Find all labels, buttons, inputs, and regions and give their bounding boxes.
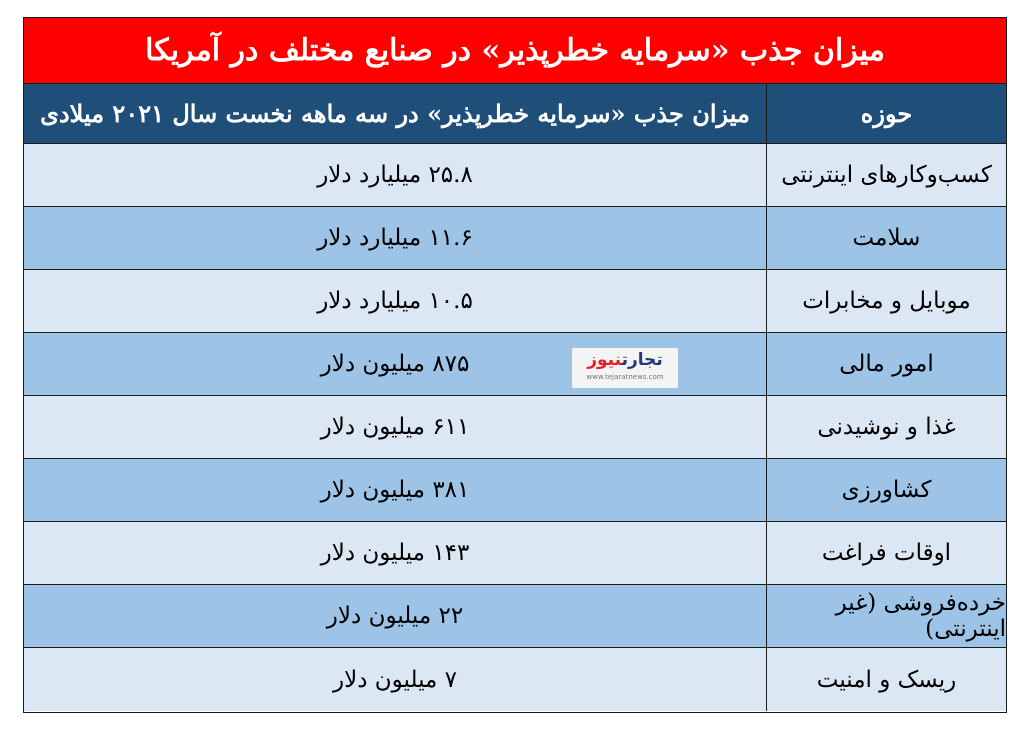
table-header <box>24 84 1006 144</box>
logo-url: www.tejaratnews.com <box>586 373 664 381</box>
sector-cell: اوقات فراغت <box>766 522 1006 584</box>
data-table <box>23 17 1007 713</box>
table-body <box>24 144 1006 711</box>
amount-cell: ۱۴۳ میلیون دلار <box>320 540 470 566</box>
amount-cell: ۳۸۱ میلیون دلار <box>320 477 470 503</box>
sector-cell: غذا و نوشیدنی <box>766 396 1006 458</box>
table-row <box>24 522 1006 585</box>
amount-cell: ۱۰.۵ میلیارد دلار <box>317 288 473 314</box>
sector-cell: امور مالی <box>766 333 1006 395</box>
amount-cell: ۶۱۱ میلیون دلار <box>320 414 470 440</box>
watermark-logo <box>572 348 678 388</box>
header-sector: حوزه <box>766 84 1006 143</box>
sector-cell: موبایل و مخابرات <box>766 270 1006 332</box>
logo-brand-part1: تجارت <box>621 350 663 370</box>
table-row <box>24 207 1006 270</box>
amount-cell: ۲۲ میلیون دلار <box>326 603 464 629</box>
amount-cell: ۲۵.۸ میلیارد دلار <box>317 162 473 188</box>
sector-cell: خرده‌فروشی (غیر اینترنتی) <box>766 585 1006 647</box>
sector-cell: کشاورزی <box>766 459 1006 521</box>
table-title: میزان جذب «سرمایه خطرپذیر» در صنایع مختلف در آمریکا <box>24 18 1006 84</box>
logo-brand <box>572 348 678 372</box>
sector-cell: ریسک و امنیت <box>766 648 1006 711</box>
amount-cell: ۸۷۵ میلیون دلار <box>320 351 470 377</box>
table-row <box>24 333 1006 396</box>
header-amount: میزان جذب «سرمایه خطرپذیر» در سه ماهه نخست سال ۲۰۲۱ میلادی <box>40 99 750 128</box>
table-row <box>24 396 1006 459</box>
table-row <box>24 648 1006 711</box>
logo-brand-part2: نیوز <box>587 350 622 370</box>
table-row <box>24 270 1006 333</box>
amount-cell: ۷ میلیون دلار <box>332 666 458 693</box>
table-row <box>24 459 1006 522</box>
table-row <box>24 144 1006 207</box>
amount-cell: ۱۱.۶ میلیارد دلار <box>317 225 473 251</box>
sector-cell: سلامت <box>766 207 1006 269</box>
table-row <box>24 585 1006 648</box>
sector-cell: کسب‌وکارهای اینترنتی <box>766 144 1006 206</box>
